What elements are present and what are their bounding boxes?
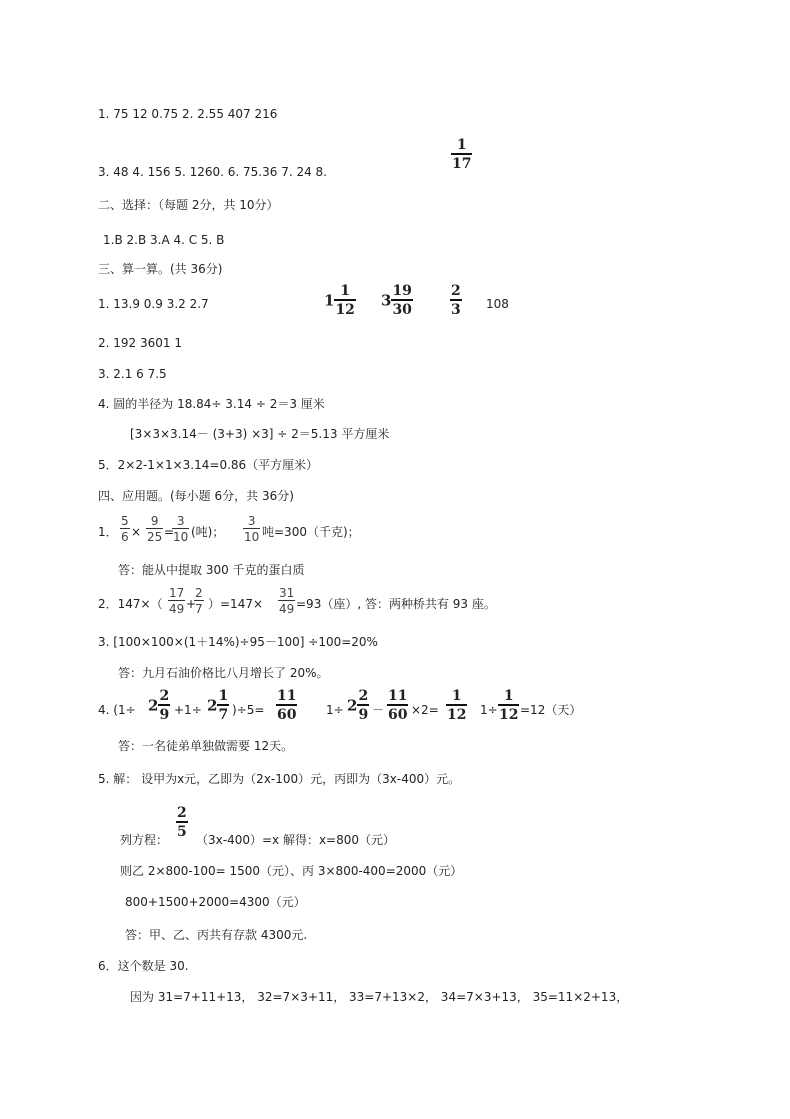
- calc-line-4: 4. 圆的半径为 18.84÷ 3.14 ÷ 2＝3 厘米: [98, 397, 325, 411]
- reason-line: 因为 31=7+11+13， 32=7×3+11， 33=7+13×2， 34=7×3+13， 35=11×2+13，: [130, 990, 629, 1004]
- section-four-heading: 四、应用题。(每小题 6分，共 36分): [98, 489, 294, 503]
- fraction-1-17: 1 17: [452, 137, 472, 172]
- word-problem-2: 2．147×（ 17 49 + 2 7 ）=147× 31 49 =93（座）, 答：两种桥共有 93 座。: [98, 586, 496, 616]
- mixed-number-1: 1 $\frac{1}{12}$: [324, 283, 355, 318]
- calc-line-5: 5．2×2-1×1×3.14=0.86（平方厘米）: [98, 458, 319, 472]
- word-problem-4: 4. (1÷ 2 $\frac{2}{9}$ +1÷ 2 $\frac{1}{7}$ )÷5= 11 60 1÷ 2 $\frac{2}{9}$ － 11 60 ×2= 1 12 1÷ 1 12 =12（天）: [98, 688, 582, 723]
- solution-line-1: 则乙 2×800-100= 1500（元）、丙 3×800-400=2000（元）: [120, 864, 463, 878]
- answer-line-2: 3. 48 4. 156 5. 1260. 6. 75.36 7. 24 8. 1 17: [98, 137, 472, 179]
- solution-line-2: 800+1500+2000=4300（元）: [125, 895, 306, 909]
- calc-line-1: 1. 13.9 0.9 3.2 2.7 1 $\frac{1}{12}$ 3 $\frac{19}{30}$ 2 3 108: [98, 283, 509, 318]
- calc-line-4b: [3×3×3.14－ (3+3) ×3] ÷ 2＝5.13 平方厘米: [130, 427, 390, 441]
- word-problem-3: 3. [100×100×(1＋14%)÷95－100] ÷100=20%: [98, 635, 378, 649]
- section-three-heading: 三、算一算。(共 36分): [98, 262, 223, 276]
- equation-line: 列方程： 2 5 （3x-400）=x 解得：x=800（元）: [120, 805, 396, 847]
- word-problem-6: 6．这个数是 30.: [98, 959, 189, 973]
- answer-oil-price: 答：九月石油价格比八月增长了 20%。: [118, 666, 329, 680]
- section-two-heading: 二、选择：（每题 2分，共 10分）: [98, 198, 279, 212]
- mixed-number-2: 3 $\frac{19}{30}$: [381, 283, 412, 318]
- answer-protein: 答：能从中提取 300 千克的蛋白质: [118, 563, 305, 577]
- answer-line-1: 1. 75 12 0.75 2. 2.55 407 216: [98, 107, 278, 121]
- fraction-2-5: 2 5: [177, 805, 187, 840]
- calc-line-2: 2. 192 3601 1: [98, 336, 182, 350]
- fraction-2-3: 2 3: [451, 283, 461, 318]
- answer-deposit: 答：甲、乙、丙共有存款 4300元.: [125, 928, 308, 942]
- word-problem-1: 1． 5 6 × 9 25 = 3 10 (吨)； 3 10 吨=300（千克)；: [98, 514, 360, 544]
- word-problem-5: 5. 解： 设甲为x元，乙即为（2x-100）元，丙即为（3x-400）元。: [98, 772, 461, 786]
- answer-apprentice: 答：一名徒弟单独做需要 12天。: [118, 739, 294, 753]
- choice-answers: 1.B 2.B 3.A 4. C 5. B: [103, 233, 225, 247]
- calc-line-3: 3. 2.1 6 7.5: [98, 367, 167, 381]
